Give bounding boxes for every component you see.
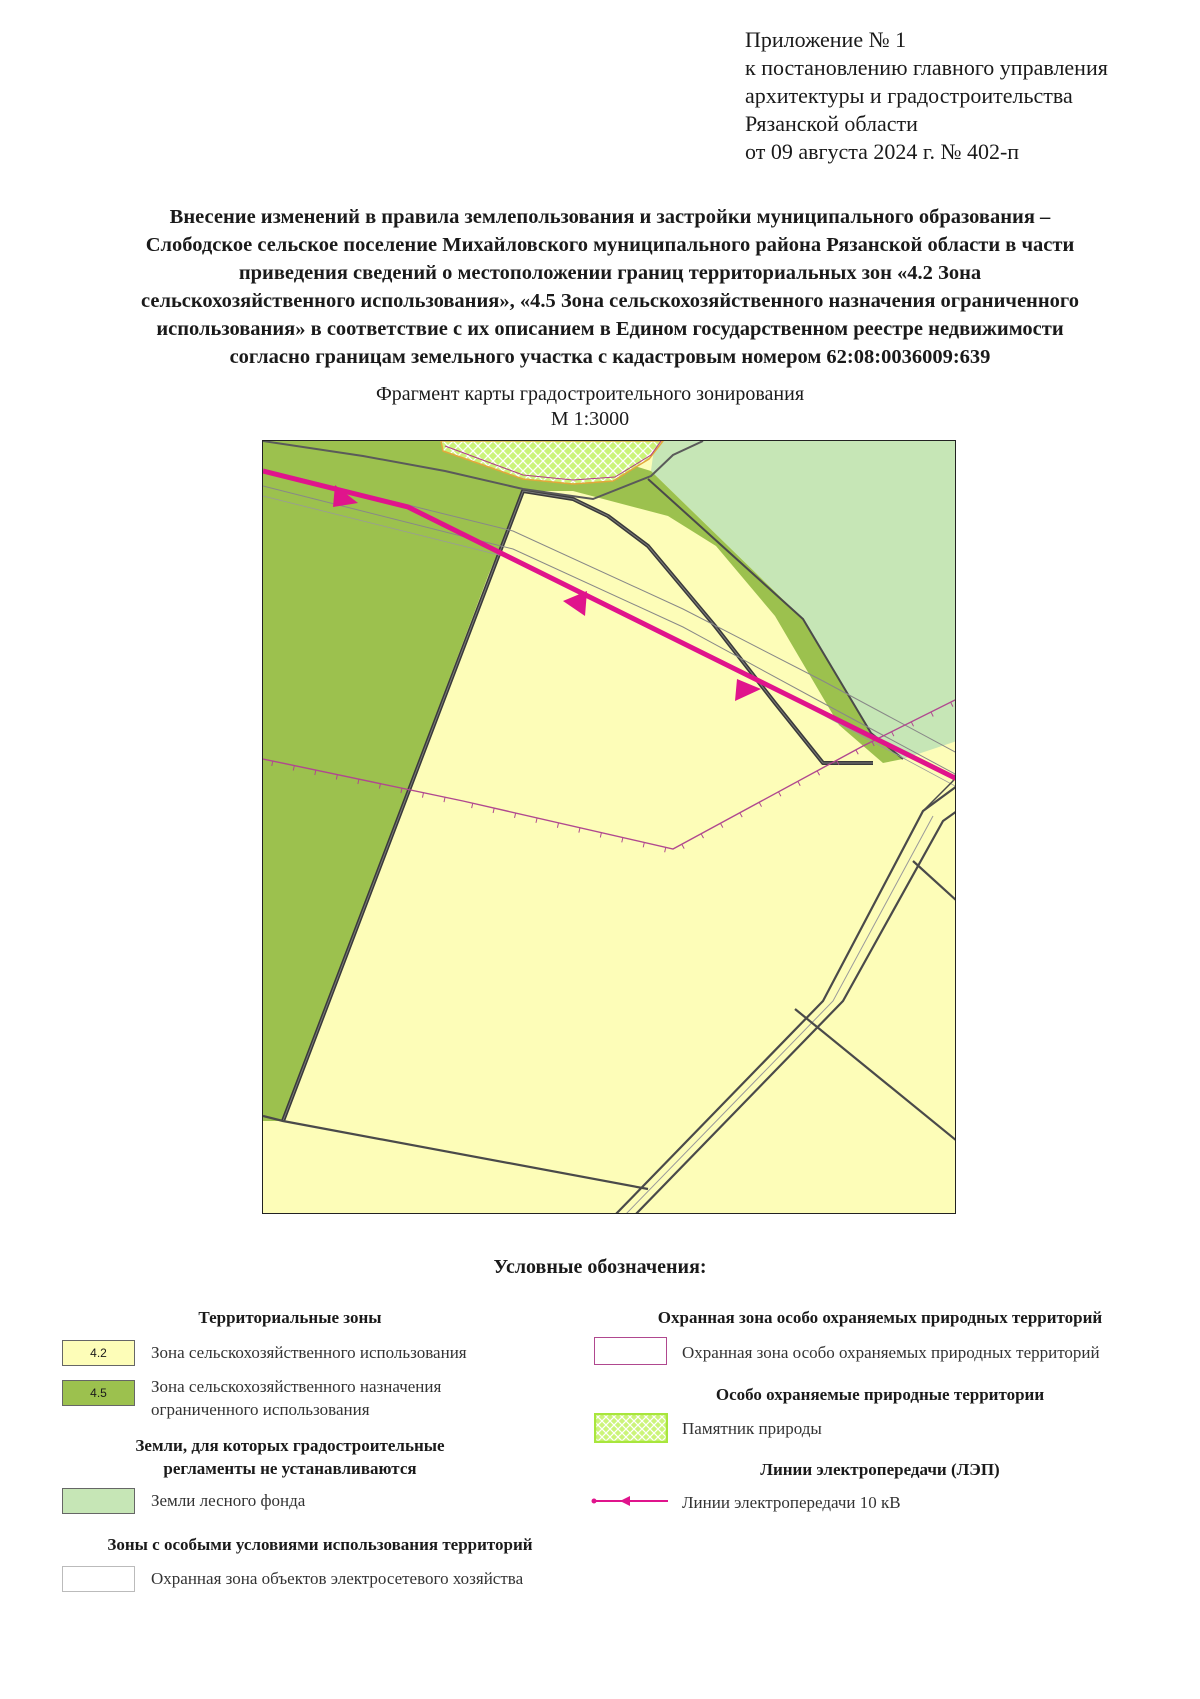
title-line-3: приведения сведений о местоположении границ территориальных зон «4.2 Зона	[238, 262, 982, 284]
electric-zone-swatch	[62, 1566, 135, 1592]
appendix-line-4: Рязанской области	[745, 111, 918, 136]
map-scale: М 1:3000	[550, 408, 630, 430]
zone-4-2-code: 4.2	[90, 1346, 107, 1360]
zoning-map[interactable]	[262, 440, 956, 1214]
power-line-swatch	[590, 1494, 670, 1508]
title-line-1: Внесение изменений в правила землепользования и застройки муниципального образования –	[169, 206, 1051, 228]
power-line-label: Линии электропередачи 10 кВ	[682, 1493, 901, 1512]
appendix-line-2: к постановлению главного управления	[745, 55, 1108, 80]
legend-territorial-heading: Территориальные зоны	[198, 1308, 382, 1327]
zone-4-5-label	[151, 1375, 441, 1421]
legend-power-lines-heading: Линии электропередачи (ЛЭП)	[760, 1460, 1000, 1479]
title-line-6: согласно границам земельного участка с кадастровым номером 62:08:0036009:639	[229, 346, 991, 368]
protected-zone-label: Охранная зона особо охраняемых природных территорий	[682, 1343, 1100, 1362]
document-title	[40, 203, 1180, 371]
zone-4-5-swatch	[62, 1380, 135, 1406]
legend-no-regulation-heading	[60, 1434, 520, 1480]
legend-protected-zone-heading: Охранная зона особо охраняемых природных территорий	[657, 1308, 1103, 1327]
zone-4-2-label: Зона сельскохозяйственного использования	[151, 1343, 467, 1362]
legend-protected-areas-heading: Особо охраняемые природные территории	[715, 1385, 1045, 1404]
legend-title: Условные обозначения:	[493, 1256, 707, 1278]
zone-4-5-code: 4.5	[90, 1386, 107, 1400]
forest-label: Земли лесного фонда	[151, 1491, 306, 1510]
electric-zone-label: Охранная зона объектов электросетевого хозяйства	[151, 1569, 524, 1588]
appendix-number: Приложение № 1	[745, 27, 907, 52]
title-line-2: Слободское сельское поселение Михайловского муниципального района Рязанской области в части	[145, 234, 1075, 256]
appendix-header	[745, 26, 1108, 166]
legend-special-heading: Зоны с особыми условиями использования территорий	[107, 1535, 533, 1554]
zone-4-5-label-line-1: Зона сельскохозяйственного назначения	[151, 1377, 442, 1396]
map-caption	[0, 382, 1180, 432]
appendix-line-3: архитектуры и градостроительства	[745, 83, 1073, 108]
forest-swatch	[62, 1488, 135, 1514]
protected-zone-swatch	[594, 1337, 667, 1365]
zoning-map-svg	[263, 441, 956, 1214]
natural-monument-swatch	[594, 1413, 668, 1443]
zone-4-2-swatch	[62, 1340, 135, 1366]
appendix-date: от 09 августа 2024 г. № 402-п	[745, 139, 1020, 164]
natural-monument-label: Памятник природы	[682, 1419, 822, 1438]
no-regulation-heading-line-1: Земли, для которых градостроительные	[135, 1436, 445, 1455]
title-line-5: использования» в соответствие с их описанием в Едином государственном реестре недвижимости	[156, 318, 1064, 340]
map-caption-text: Фрагмент карты градостроительного зонирования	[375, 383, 805, 405]
title-line-4: сельскохозяйственного использования», «4.5 Зона сельскохозяйственного назначения ограниченного	[141, 290, 1079, 312]
no-regulation-heading-line-2: регламенты не устанавливаются	[163, 1459, 417, 1478]
zone-4-5-label-line-2: ограниченного использования	[151, 1400, 370, 1419]
